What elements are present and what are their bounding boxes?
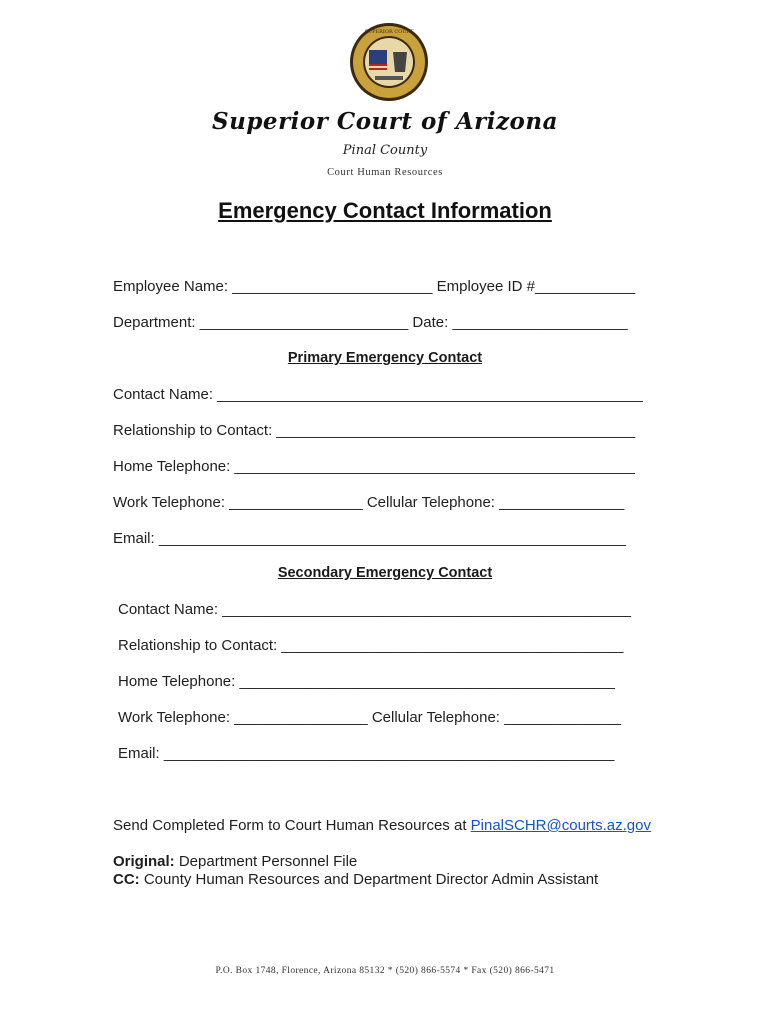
department-name: Court Human Resources — [327, 167, 443, 178]
secondary-contact-name-field[interactable]: Contact Name: _________________________________________________ — [118, 601, 631, 618]
cc-line — [113, 871, 598, 888]
svg-text:SUPERIOR COURT: SUPERIOR COURT — [364, 29, 414, 35]
primary-work-cell-field[interactable]: Work Telephone: ________________ Cellular Telephone: _______________ — [113, 494, 625, 511]
employee-name-id-field[interactable]: Employee Name: ________________________ Employee ID #____________ — [113, 278, 636, 295]
cc-label: CC: — [113, 871, 140, 888]
court-name: Superior Court of Arizona — [212, 108, 558, 135]
primary-email-field[interactable]: Email: ________________________________________________________ — [113, 530, 627, 547]
footer-address: P.O. Box 1748, Florence, Arizona 85132 * (520) 866-5574 * Fax (520) 866-5471 — [215, 966, 555, 976]
original-label: Original: — [113, 853, 175, 870]
county-name: Pinal County — [342, 143, 428, 158]
department-date-field[interactable]: Department: _________________________ Date: _____________________ — [113, 314, 628, 331]
primary-home-phone-field[interactable]: Home Telephone: ________________________________________________ — [113, 458, 635, 475]
secondary-contact-heading: Secondary Emergency Contact — [277, 565, 493, 581]
primary-contact-heading: Primary Emergency Contact — [287, 350, 483, 366]
primary-relationship-field[interactable]: Relationship to Contact: ___________________________________________ — [113, 422, 636, 439]
secondary-home-phone-field[interactable]: Home Telephone: _____________________________________________ — [118, 673, 615, 690]
secondary-work-cell-field[interactable]: Work Telephone: ________________ Cellular Telephone: ______________ — [118, 709, 621, 726]
original-value: Department Personnel File — [174, 853, 358, 870]
cc-value: County Human Resources and Department Director Admin Assistant — [139, 871, 599, 888]
hr-email-link[interactable]: PinalSCHR@courts.az.gov — [470, 817, 651, 834]
send-instructions — [113, 817, 651, 834]
primary-contact-name-field[interactable]: Contact Name: ___________________________________________________ — [113, 386, 643, 403]
court-seal-logo — [349, 22, 429, 102]
original-line — [113, 853, 357, 870]
secondary-email-field[interactable]: Email: ______________________________________________________ — [118, 745, 615, 762]
form-title: Emergency Contact Information — [218, 198, 552, 223]
secondary-relationship-field[interactable]: Relationship to Contact: _________________________________________ — [118, 637, 624, 654]
send-text: Send Completed Form to Court Human Resources at — [113, 817, 471, 834]
